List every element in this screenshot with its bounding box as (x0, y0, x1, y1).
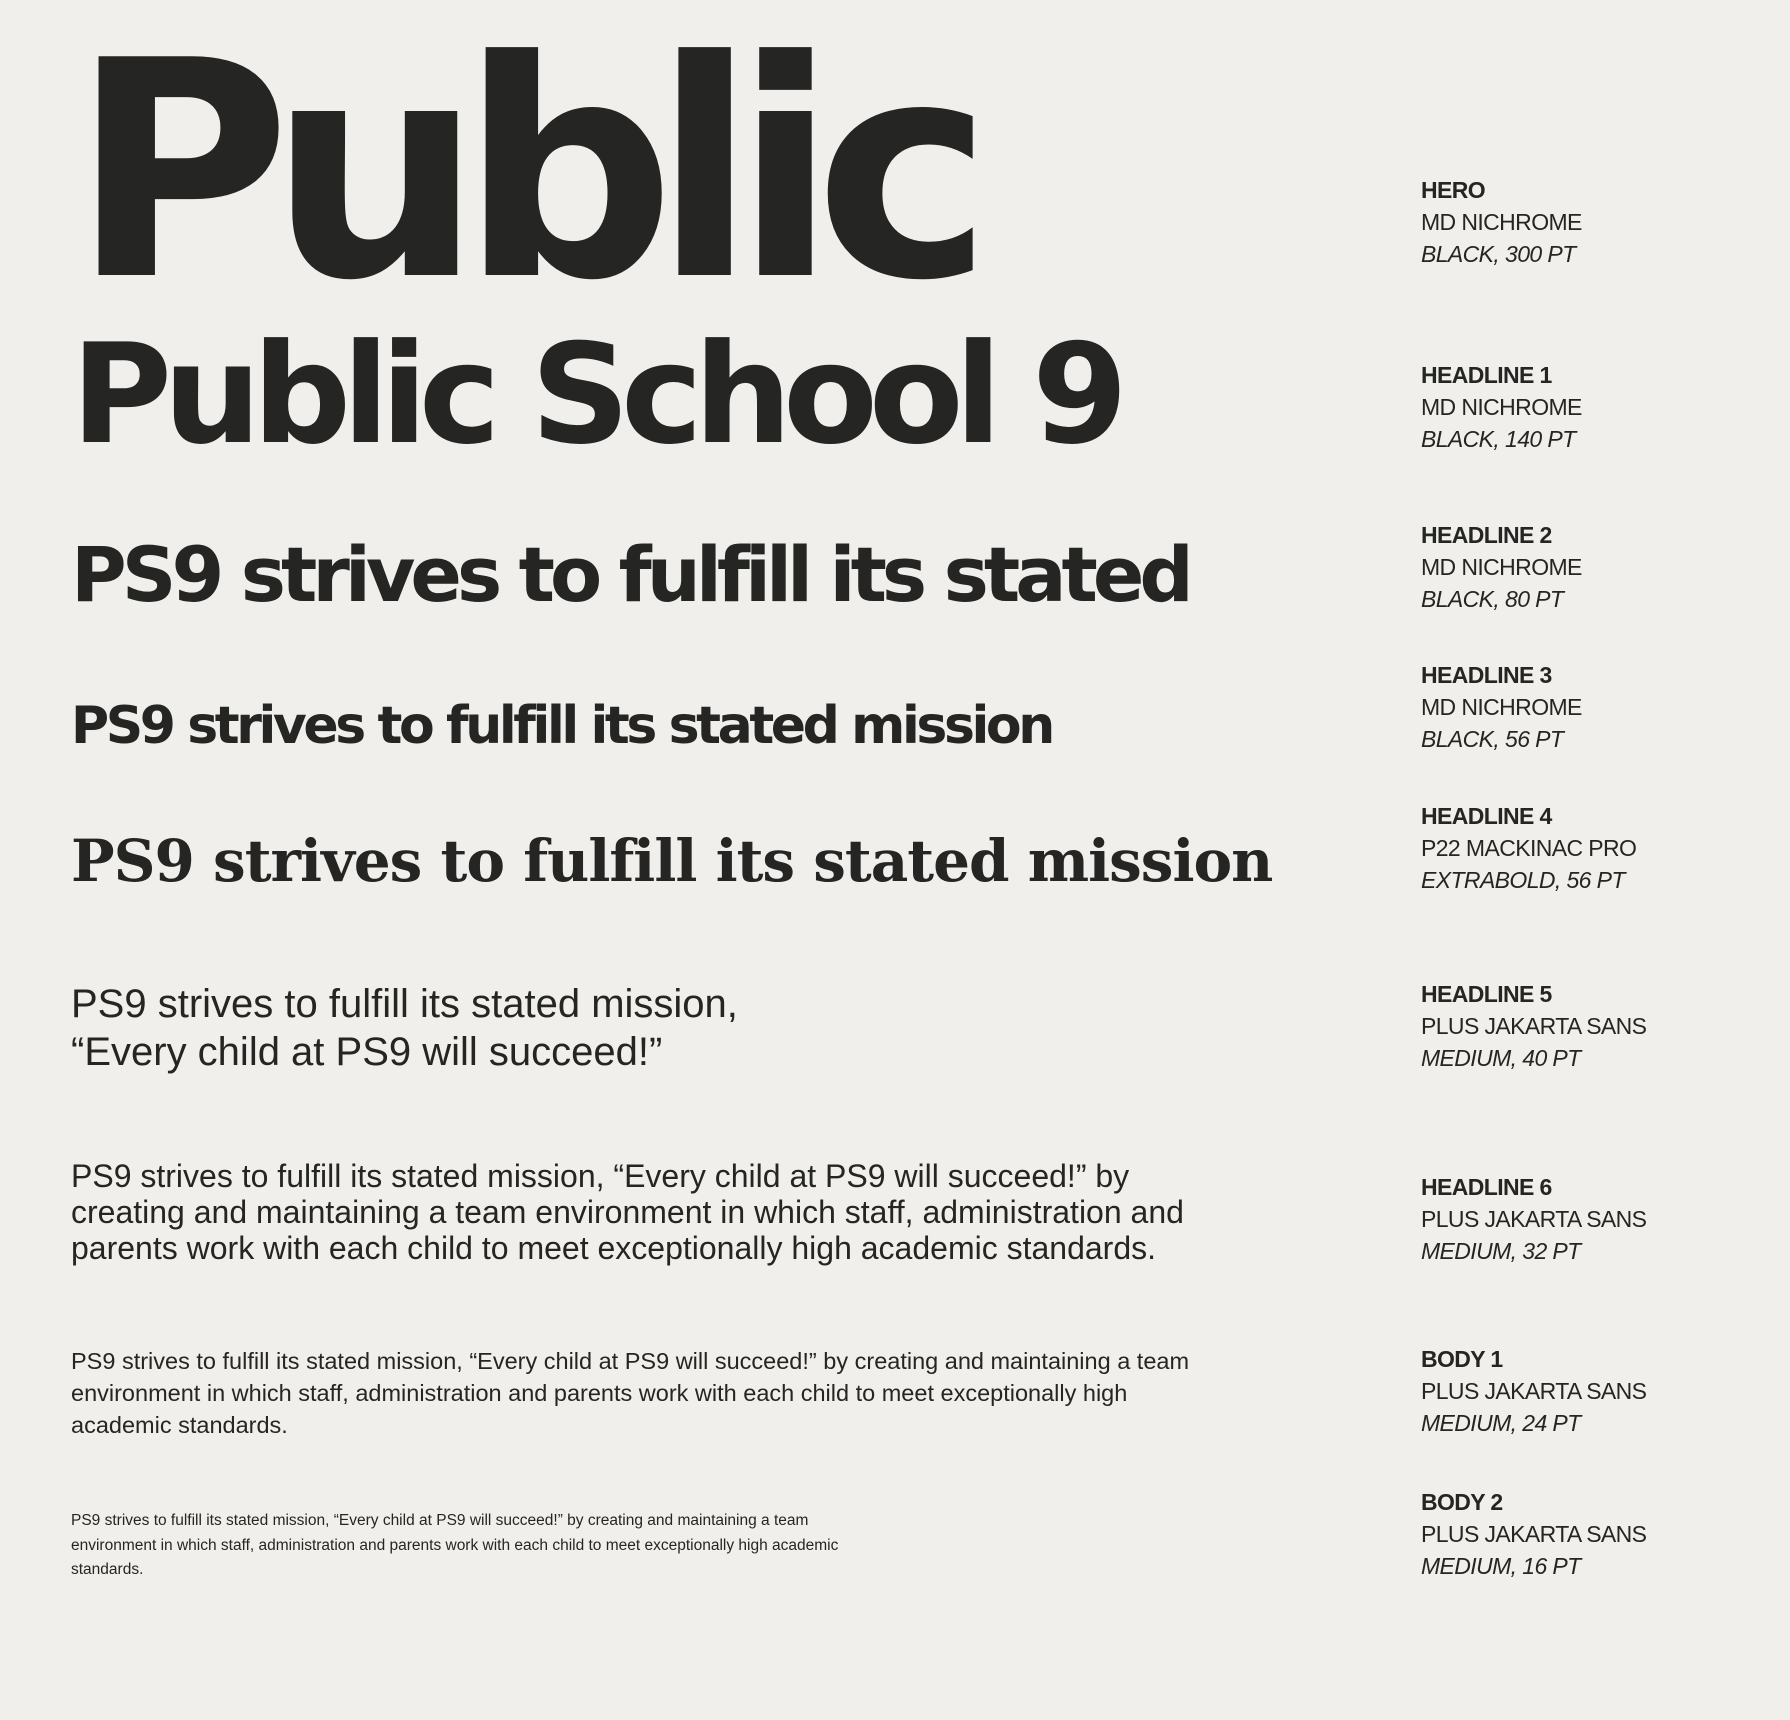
spec-label: HERO (1421, 177, 1486, 203)
spec-label: BODY 2 (1421, 1489, 1503, 1515)
spec-font: MD NICHROME (1421, 694, 1582, 720)
spec-headline-4 (1421, 800, 1636, 896)
spec-headline-3 (1421, 659, 1582, 755)
spec-font: MD NICHROME (1421, 394, 1582, 420)
spec-weight: MEDIUM, 24 PT (1421, 1410, 1581, 1436)
spec-font: PLUS JAKARTA SANS (1421, 1521, 1647, 1547)
headline-6-sample: PS9 strives to fulfill its stated mission, “Every child at PS9 will succeed!” by creating and maintaining a team environment in which staff, administration and parents work with each child to meet exceptionally high academic standards. (71, 1158, 1184, 1266)
spec-headline-2 (1421, 519, 1582, 615)
body-2-sample: PS9 strives to fulfill its stated mission, “Every child at PS9 will succeed!” by creating and maintaining a team environment in which staff, administration and parents work with each child to meet exceptionally high academic standards. (71, 1512, 839, 1578)
spec-weight: MEDIUM, 40 PT (1421, 1045, 1581, 1071)
spec-weight: BLACK, 300 PT (1421, 241, 1576, 267)
spec-font: PLUS JAKARTA SANS (1421, 1206, 1647, 1232)
spec-label: BODY 1 (1421, 1346, 1503, 1372)
spec-font: MD NICHROME (1421, 554, 1582, 580)
spec-headline-6 (1421, 1171, 1646, 1267)
headline-2-sample: PS9 strives to fulfill its stated (71, 530, 1189, 619)
spec-label: HEADLINE 2 (1421, 522, 1552, 548)
spec-weight: BLACK, 140 PT (1421, 426, 1576, 452)
spec-weight: BLACK, 56 PT (1421, 726, 1564, 752)
spec-font: PLUS JAKARTA SANS (1421, 1378, 1647, 1404)
spec-font: MD NICHROME (1421, 209, 1582, 235)
hero-sample: Public (71, 0, 971, 346)
spec-label: HEADLINE 6 (1421, 1174, 1552, 1200)
spec-hero (1421, 174, 1582, 270)
spec-body-2 (1421, 1486, 1646, 1582)
headline-5-sample (71, 980, 738, 1076)
spec-headline-5 (1421, 978, 1646, 1074)
spec-label: HEADLINE 3 (1421, 662, 1552, 688)
spec-font: PLUS JAKARTA SANS (1421, 1013, 1647, 1039)
body-1-sample: PS9 strives to fulfill its stated mission, “Every child at PS9 will succeed!” by creating and maintaining a team environment in which staff, administration and parents work with each child to meet exceptionally high academic standards. (71, 1348, 1190, 1438)
spec-weight: EXTRABOLD, 56 PT (1421, 867, 1625, 893)
spec-weight: MEDIUM, 16 PT (1421, 1553, 1581, 1579)
spec-label: HEADLINE 1 (1421, 362, 1552, 388)
spec-weight: BLACK, 80 PT (1421, 586, 1564, 612)
headline-1-sample: Public School 9 (71, 314, 1120, 475)
headline-5-line-2: “Every child at PS9 will succeed!” (71, 1030, 663, 1074)
spec-body-1 (1421, 1343, 1646, 1439)
spec-font: P22 MACKINAC PRO (1421, 835, 1637, 861)
headline-3-sample: PS9 strives to fulfill its stated mission (71, 696, 1052, 756)
spec-weight: MEDIUM, 32 PT (1421, 1238, 1581, 1264)
headline-4-sample: PS9 strives to fulfill its stated mission (71, 827, 1273, 895)
spec-label: HEADLINE 5 (1421, 981, 1552, 1007)
spec-headline-1 (1421, 359, 1582, 455)
headline-5-line-1: PS9 strives to fulfill its stated mission, (71, 982, 738, 1026)
spec-label: HEADLINE 4 (1421, 803, 1552, 829)
